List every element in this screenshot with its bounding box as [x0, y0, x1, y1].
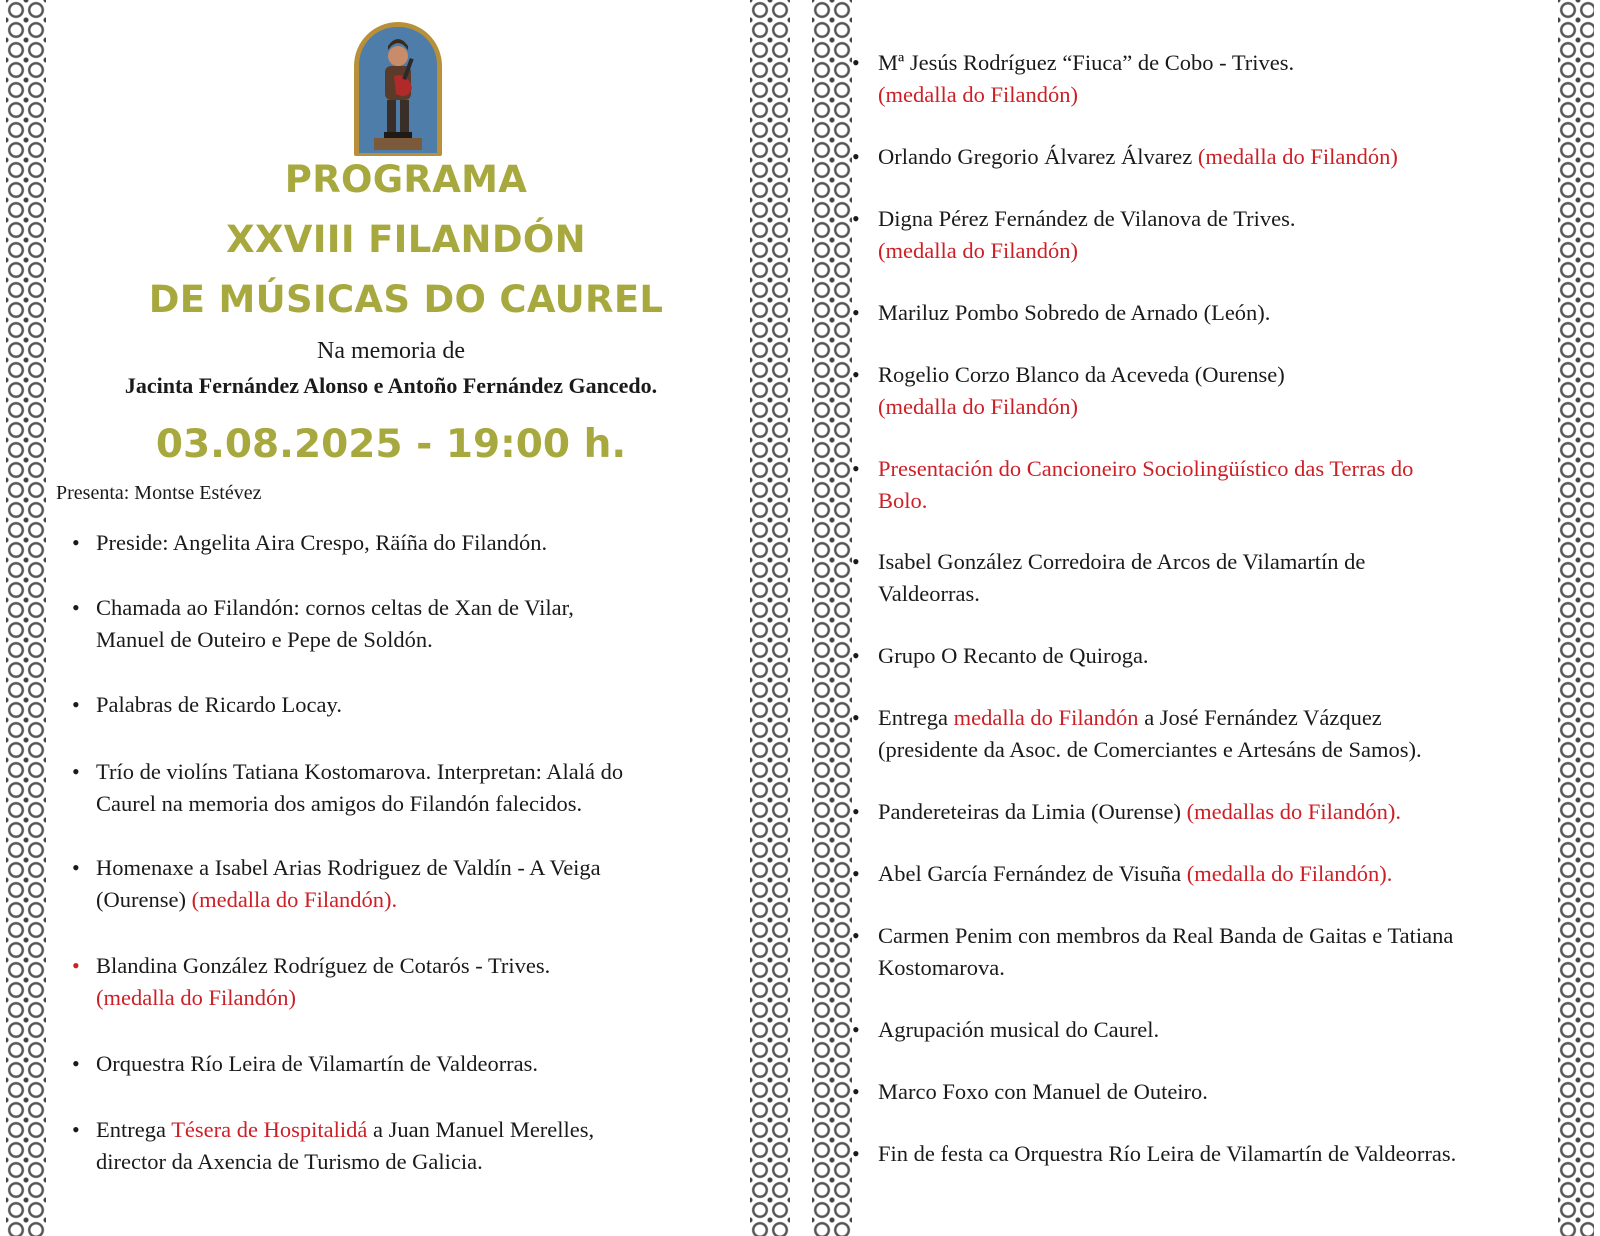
highlight-text: medalla do Filandón — [953, 705, 1139, 730]
item-text: Mariluz Pombo Sobredo de Arnado (León). — [878, 300, 1271, 325]
bullet-icon: • — [852, 362, 860, 387]
program-item — [852, 297, 1558, 329]
program-item — [852, 359, 1558, 423]
event-datetime: 03.08.2025 - 19:00 h. — [155, 422, 627, 467]
program-item — [852, 1138, 1558, 1170]
item-text: Valdeorras. — [878, 581, 980, 606]
ornamental-border-right — [1558, 0, 1594, 1236]
item-text: Entrega — [878, 705, 954, 730]
highlight-text: (medalla do Filandón) — [96, 985, 296, 1010]
item-text: (presidente da Asoc. de Comerciantes e Artesáns de Samos). — [878, 737, 1422, 762]
item-text: Agrupación musical do Caurel. — [878, 1017, 1160, 1042]
program-item — [56, 1114, 726, 1178]
item-text: Homenaxe a Isabel Arias Rodriguez de Valdín - A Veiga — [96, 855, 601, 880]
bullet-icon: • — [72, 530, 80, 555]
program-item — [852, 1076, 1558, 1108]
bullet-icon: • — [852, 1141, 860, 1166]
highlight-text: Tésera de Hospitalidá — [171, 1117, 368, 1142]
bullet-icon: • — [72, 953, 80, 978]
highlight-text: (medalla do Filandón). — [191, 887, 398, 912]
bullet-icon: • — [852, 50, 860, 75]
ornamental-border-left — [6, 0, 46, 1236]
ornamental-border-center-right — [812, 0, 852, 1236]
item-text: Abel García Fernández de Visuña — [878, 861, 1187, 886]
highlight-text: (medalla do Filandón). — [1186, 861, 1393, 886]
item-text: a José Fernández Vázquez — [1138, 705, 1382, 730]
bullet-icon: • — [852, 923, 860, 948]
item-text: Orlando Gregorio Álvarez Álvarez — [878, 144, 1198, 169]
bullet-icon: • — [72, 595, 80, 620]
highlight-text: (medalla do Filandón) — [878, 82, 1078, 107]
item-text: Chamada ao Filandón: cornos celtas de Xan de Vilar, — [96, 595, 574, 620]
program-item — [852, 141, 1558, 173]
bullet-icon: • — [852, 705, 860, 730]
highlight-text: Bolo. — [878, 488, 928, 513]
program-item — [56, 1048, 726, 1080]
item-text: Trío de violíns Tatiana Kostomarova. Interpretan: Alalá do — [96, 759, 624, 784]
title-line-3: DE MÚSICAS DO CAUREL — [148, 278, 664, 321]
title-line-2: XXVIII FILANDÓN — [226, 218, 586, 261]
highlight-text: (medalla do Filandón) — [1197, 144, 1398, 169]
program-item — [852, 453, 1558, 517]
item-text: Entrega — [96, 1117, 172, 1142]
bullet-icon: • — [72, 1051, 80, 1076]
honorees: Jacinta Fernández Alonso e Antoño Fernández Gancedo. — [124, 373, 658, 398]
bullet-icon: • — [852, 549, 860, 574]
program-item — [852, 1014, 1558, 1046]
highlight-text: Presentación do Cancioneiro Sociolingüístico das Terras do — [878, 456, 1414, 481]
bullet-icon: • — [852, 206, 860, 231]
item-text: Mª Jesús Rodríguez “Fiuca” de Cobo - Trives. — [878, 50, 1295, 75]
ornamental-border-center-left — [750, 0, 790, 1236]
program-item — [852, 702, 1558, 766]
program-item — [56, 689, 726, 721]
bullet-icon: • — [852, 144, 860, 169]
presenter: Presenta: Montse Estévez — [56, 482, 262, 504]
highlight-text: (medalla do Filandón) — [878, 394, 1078, 419]
bullet-icon: • — [72, 692, 80, 717]
bullet-icon: • — [852, 456, 860, 481]
item-text: Manuel de Outeiro e Pepe de Soldón. — [96, 627, 433, 652]
program-item — [852, 920, 1558, 984]
program-item — [56, 756, 726, 820]
item-text: Palabras de Ricardo Locay. — [96, 692, 342, 717]
bullet-icon: • — [852, 861, 860, 886]
item-text: Grupo O Recanto de Quiroga. — [878, 643, 1149, 668]
item-text: (Ourense) — [96, 887, 192, 912]
program-item — [56, 592, 726, 656]
program-item — [56, 527, 726, 559]
highlight-text: (medalla do Filandón) — [878, 238, 1078, 263]
item-text: Caurel na memoria dos amigos do Filandón falecidos. — [96, 791, 583, 816]
bullet-icon: • — [852, 300, 860, 325]
bullet-icon: • — [72, 1117, 80, 1142]
program-item — [56, 950, 726, 1014]
program-item — [852, 796, 1558, 828]
memory-label: Na memoria de — [317, 338, 465, 364]
program-item — [852, 858, 1558, 890]
item-text: Marco Foxo con Manuel de Outeiro. — [878, 1079, 1208, 1104]
item-text: Preside: Angelita Aira Crespo, Räíña do Filandón. — [96, 530, 548, 555]
item-text: a Juan Manuel Merelles, — [367, 1117, 595, 1142]
bullet-icon: • — [72, 855, 80, 880]
title-line-1: PROGRAMA — [284, 158, 528, 201]
item-text: Pandereteiras da Limia (Ourense) — [878, 799, 1187, 824]
bullet-icon: • — [852, 1079, 860, 1104]
bullet-icon: • — [72, 759, 80, 784]
item-text: Orquestra Río Leira de Vilamartín de Valdeorras. — [96, 1051, 539, 1076]
program-item — [852, 203, 1558, 267]
program-item — [852, 640, 1558, 672]
bullet-icon: • — [852, 799, 860, 824]
program-item — [852, 546, 1558, 610]
item-text: Rogelio Corzo Blanco da Aceveda (Ourense) — [878, 362, 1285, 387]
item-text: Digna Pérez Fernández de Vilanova de Trives. — [878, 206, 1296, 231]
item-text: Blandina González Rodríguez de Cotarós - Trives. — [96, 953, 551, 978]
musician-statue-image — [354, 22, 442, 156]
item-text: director da Axencia de Turismo de Galicia. — [96, 1149, 483, 1174]
bullet-icon: • — [852, 1017, 860, 1042]
item-text: Isabel González Corredoira de Arcos de Vilamartín de — [878, 549, 1366, 574]
program-item — [56, 852, 726, 916]
item-text: Kostomarova. — [878, 955, 1005, 980]
item-text: Fin de festa ca Orquestra Río Leira de Vilamartín de Valdeorras. — [878, 1141, 1457, 1166]
highlight-text: (medallas do Filandón). — [1186, 799, 1401, 824]
bullet-icon: • — [852, 643, 860, 668]
item-text: Carmen Penim con membros da Real Banda de Gaitas e Tatiana — [878, 923, 1454, 948]
program-item — [852, 47, 1558, 111]
